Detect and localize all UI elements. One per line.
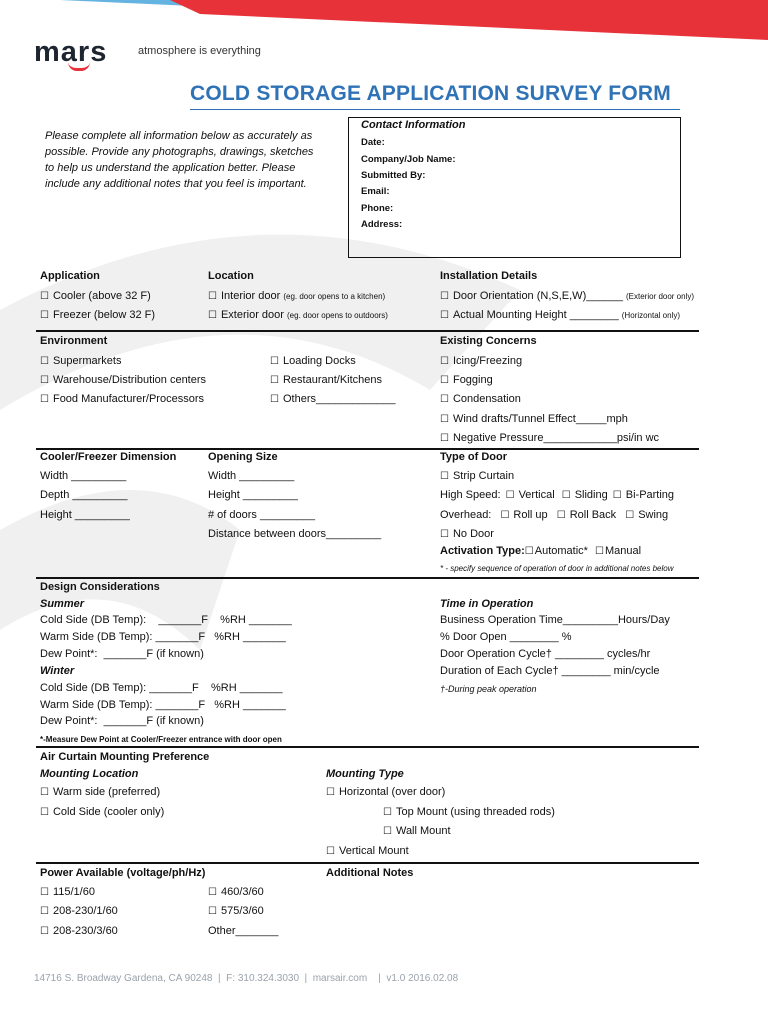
checkbox-icon[interactable]: ☐ bbox=[440, 291, 449, 302]
checkbox-icon[interactable]: ☐ bbox=[40, 310, 49, 321]
overhead-row: Overhead: ☐ Roll up ☐ Roll Back ☐ Swing bbox=[440, 509, 669, 521]
high-speed-row: High Speed: ☐ Vertical ☐ Sliding ☐ Bi-Parting bbox=[440, 489, 675, 501]
door-type-heading: Type of Door bbox=[440, 451, 508, 463]
option-negative-pressure[interactable]: ☐ Negative Pressure____________psi/in wc bbox=[440, 432, 660, 444]
option-exterior-door[interactable]: ☐ Exterior door (eg. door opens to outdoors) bbox=[208, 309, 388, 321]
option-automatic[interactable]: Automatic* bbox=[534, 545, 588, 557]
dimension-heading: Cooler/Freezer Dimension bbox=[40, 451, 177, 463]
option-swing[interactable]: Swing bbox=[638, 509, 669, 521]
divider bbox=[36, 577, 699, 579]
option-208-230-1-60[interactable]: ☐ 208-230/1/60 bbox=[40, 905, 118, 917]
opening-distance[interactable]: Distance between doors_________ bbox=[208, 528, 382, 540]
checkbox-icon[interactable]: ☐ bbox=[440, 310, 449, 321]
checkbox-icon[interactable]: ☐ bbox=[440, 529, 449, 540]
environment-heading: Environment bbox=[40, 335, 108, 347]
intro-text: Please complete all information below as accurately as possible. Provide any photographs, drawings, sketches to help us understand the application better. Please include any additional notes that you feel is important. bbox=[45, 130, 314, 190]
dew-point-note: *-Measure Dew Point at Cooler/Freezer entrance with door open bbox=[40, 735, 282, 744]
title-underline bbox=[190, 109, 680, 110]
concerns-heading: Existing Concerns bbox=[440, 335, 537, 347]
summer-dew-point[interactable]: Dew Point*: _______F (if known) bbox=[40, 648, 204, 660]
design-heading: Design Considerations bbox=[40, 581, 160, 593]
contact-heading: Contact Information bbox=[361, 119, 466, 131]
top-color-banner bbox=[0, 0, 768, 40]
option-fogging[interactable]: ☐ Fogging bbox=[440, 374, 493, 386]
checkbox-icon[interactable]: ☐ bbox=[40, 807, 49, 818]
checkbox-icon[interactable]: ☐ bbox=[383, 826, 392, 837]
checkbox-icon[interactable]: ☐ bbox=[270, 356, 279, 367]
option-manual[interactable]: Manual bbox=[604, 545, 642, 557]
option-roll-back[interactable]: Roll Back bbox=[569, 509, 617, 521]
option-loading-docks[interactable]: ☐ Loading Docks bbox=[270, 355, 356, 367]
option-horizontal[interactable]: ☐ Horizontal (over door) bbox=[326, 786, 446, 798]
option-wall-mount[interactable]: ☐ Wall Mount bbox=[383, 825, 451, 837]
checkbox-icon[interactable]: ☐ bbox=[40, 394, 49, 405]
option-mounting-height[interactable]: ☐ Actual Mounting Height ________ (Horizontal only) bbox=[440, 309, 681, 321]
checkbox-icon[interactable]: ☐ bbox=[440, 394, 449, 405]
option-roll-up[interactable]: Roll up bbox=[513, 509, 548, 521]
option-cold-side[interactable]: ☐ Cold Side (cooler only) bbox=[40, 806, 165, 818]
option-115-1-60[interactable]: ☐ 115/1/60 bbox=[40, 886, 95, 898]
checkbox-icon[interactable]: ☐ bbox=[612, 490, 622, 501]
mounting-type-heading: Mounting Type bbox=[326, 768, 404, 780]
time-heading: Time in Operation bbox=[440, 598, 534, 610]
checkbox-icon[interactable]: ☐ bbox=[40, 906, 49, 917]
contact-submitted-by[interactable]: Submitted By: bbox=[361, 170, 426, 181]
dimension-width[interactable]: Width _________ bbox=[40, 470, 127, 482]
activation-note: * - specify sequence of operation of door in additional notes below bbox=[440, 564, 674, 573]
installation-heading: Installation Details bbox=[440, 270, 538, 282]
checkbox-icon[interactable]: ☐ bbox=[440, 375, 449, 386]
option-strip-curtain[interactable]: ☐ Strip Curtain bbox=[440, 470, 515, 482]
door-cycle[interactable]: Door Operation Cycle† ________ cycles/hr bbox=[440, 648, 651, 660]
option-208-230-3-60[interactable]: ☐ 208-230/3/60 bbox=[40, 925, 118, 937]
time-note: †-During peak operation bbox=[440, 684, 537, 694]
checkbox-icon[interactable]: ☐ bbox=[440, 356, 449, 367]
winter-dew-point[interactable]: Dew Point*: _______F (if known) bbox=[40, 715, 204, 727]
option-575-3-60[interactable]: ☐ 575/3/60 bbox=[208, 905, 264, 917]
divider bbox=[36, 862, 699, 864]
checkbox-icon[interactable]: ☐ bbox=[40, 787, 49, 798]
power-heading: Power Available (voltage/ph/Hz) bbox=[40, 867, 206, 879]
mounting-heading: Air Curtain Mounting Preference bbox=[40, 751, 210, 763]
summer-warm-side[interactable]: Warm Side (DB Temp): _______F %RH _______ bbox=[40, 631, 286, 643]
winter-warm-side[interactable]: Warm Side (DB Temp): _______F %RH _______ bbox=[40, 699, 286, 711]
mounting-location-heading: Mounting Location bbox=[40, 768, 139, 780]
tagline: atmosphere is everything bbox=[138, 45, 261, 57]
contact-phone[interactable]: Phone: bbox=[361, 203, 394, 214]
opening-width[interactable]: Width _________ bbox=[208, 470, 295, 482]
winter-label: Winter bbox=[40, 665, 75, 677]
divider bbox=[36, 746, 699, 748]
option-wind-drafts[interactable]: ☐ Wind drafts/Tunnel Effect_____mph bbox=[440, 413, 628, 425]
option-no-door[interactable]: ☐ No Door bbox=[440, 528, 494, 540]
checkbox-icon[interactable]: ☐ bbox=[440, 433, 449, 444]
checkbox-icon[interactable]: ☐ bbox=[561, 490, 571, 501]
business-time[interactable]: Business Operation Time_________Hours/Day bbox=[440, 614, 670, 626]
checkbox-icon[interactable]: ☐ bbox=[208, 310, 217, 321]
summer-label: Summer bbox=[40, 598, 85, 610]
option-food-manufacturer[interactable]: ☐ Food Manufacturer/Processors bbox=[40, 393, 204, 405]
option-sliding[interactable]: Sliding bbox=[574, 489, 608, 501]
dimension-height[interactable]: Height _________ bbox=[40, 509, 130, 521]
option-icing[interactable]: ☐ Icing/Freezing bbox=[440, 355, 523, 367]
option-restaurant[interactable]: ☐ Restaurant/Kitchens bbox=[270, 374, 383, 386]
divider bbox=[36, 448, 699, 450]
door-open-percent[interactable]: % Door Open ________ % bbox=[440, 631, 572, 643]
cycle-duration[interactable]: Duration of Each Cycle† ________ min/cycle bbox=[440, 665, 660, 677]
option-interior-door[interactable]: ☐ Interior door (eg. door opens to a kitchen) bbox=[208, 290, 386, 302]
logo-arc-icon bbox=[68, 62, 90, 71]
application-heading: Application bbox=[40, 270, 100, 282]
option-vertical-mount[interactable]: ☐ Vertical Mount bbox=[326, 845, 409, 857]
checkbox-icon[interactable]: ☐ bbox=[383, 807, 392, 818]
checkbox-icon[interactable]: ☐ bbox=[40, 356, 49, 367]
location-heading: Location bbox=[208, 270, 254, 282]
checkbox-icon[interactable]: ☐ bbox=[40, 375, 49, 386]
option-460-3-60[interactable]: ☐ 460/3/60 bbox=[208, 886, 264, 898]
footer-text: 14716 S. Broadway Gardena, CA 90248 | F: 310.324.3030 | marsair.com | v1.0 2016.02.08 bbox=[34, 973, 459, 984]
option-top-mount[interactable]: ☐ Top Mount (using threaded rods) bbox=[383, 806, 555, 818]
power-other[interactable]: Other_______ bbox=[208, 925, 279, 937]
option-warm-side[interactable]: ☐ Warm side (preferred) bbox=[40, 786, 161, 798]
winter-cold-side[interactable]: Cold Side (DB Temp): _______F %RH _______ bbox=[40, 682, 283, 694]
checkbox-icon[interactable]: ☐ bbox=[40, 291, 49, 302]
opening-heading: Opening Size bbox=[208, 451, 278, 463]
option-vertical[interactable]: Vertical bbox=[518, 489, 555, 501]
contact-info-box bbox=[348, 117, 681, 258]
option-condensation[interactable]: ☐ Condensation bbox=[440, 393, 521, 405]
checkbox-icon[interactable]: ☐ bbox=[326, 846, 335, 857]
option-cooler[interactable]: ☐ Cooler (above 32 F) bbox=[40, 290, 151, 302]
checkbox-icon[interactable]: ☐ bbox=[270, 375, 279, 386]
checkbox-icon[interactable]: ☐ bbox=[505, 490, 515, 501]
checkbox-icon[interactable]: ☐ bbox=[595, 546, 604, 557]
checkbox-icon[interactable]: ☐ bbox=[440, 471, 449, 482]
form-title: COLD STORAGE APPLICATION SURVEY FORM bbox=[190, 82, 671, 105]
dimension-depth[interactable]: Depth _________ bbox=[40, 489, 128, 501]
checkbox-icon[interactable]: ☐ bbox=[40, 926, 49, 937]
option-warehouse[interactable]: ☐ Warehouse/Distribution centers bbox=[40, 374, 207, 386]
checkbox-icon[interactable]: ☐ bbox=[440, 414, 449, 425]
option-freezer[interactable]: ☐ Freezer (below 32 F) bbox=[40, 309, 156, 321]
option-bi-parting[interactable]: Bi-Parting bbox=[625, 489, 675, 501]
activation-row: Activation Type:☐Automatic* ☐Manual bbox=[440, 545, 642, 557]
option-others[interactable]: ☐ Others_____________ bbox=[270, 393, 396, 405]
contact-company[interactable]: Company/Job Name: bbox=[361, 154, 456, 165]
contact-date[interactable]: Date: bbox=[361, 137, 385, 148]
checkbox-icon[interactable]: ☐ bbox=[326, 787, 335, 798]
checkbox-icon[interactable]: ☐ bbox=[208, 906, 217, 917]
divider bbox=[36, 330, 699, 332]
checkbox-icon[interactable]: ☐ bbox=[625, 510, 635, 521]
checkbox-icon[interactable]: ☐ bbox=[270, 394, 279, 405]
checkbox-icon[interactable]: ☐ bbox=[208, 887, 217, 898]
option-supermarkets[interactable]: ☐ Supermarkets bbox=[40, 355, 122, 367]
checkbox-icon[interactable]: ☐ bbox=[500, 510, 510, 521]
contact-address[interactable]: Address: bbox=[361, 219, 403, 230]
checkbox-icon[interactable]: ☐ bbox=[40, 887, 49, 898]
opening-doors-count[interactable]: # of doors _________ bbox=[208, 509, 316, 521]
logo-text: mars bbox=[34, 36, 108, 68]
opening-height[interactable]: Height _________ bbox=[208, 489, 298, 501]
additional-notes-heading: Additional Notes bbox=[326, 867, 414, 879]
option-door-orientation[interactable]: ☐ Door Orientation (N,S,E,W)______ (Exterior door only) bbox=[440, 290, 695, 302]
summer-cold-side[interactable]: Cold Side (DB Temp): _______F %RH _______ bbox=[40, 614, 292, 626]
checkbox-icon[interactable]: ☐ bbox=[208, 291, 217, 302]
contact-email[interactable]: Email: bbox=[361, 186, 390, 197]
checkbox-icon[interactable]: ☐ bbox=[556, 510, 566, 521]
checkbox-icon[interactable]: ☐ bbox=[524, 546, 534, 557]
